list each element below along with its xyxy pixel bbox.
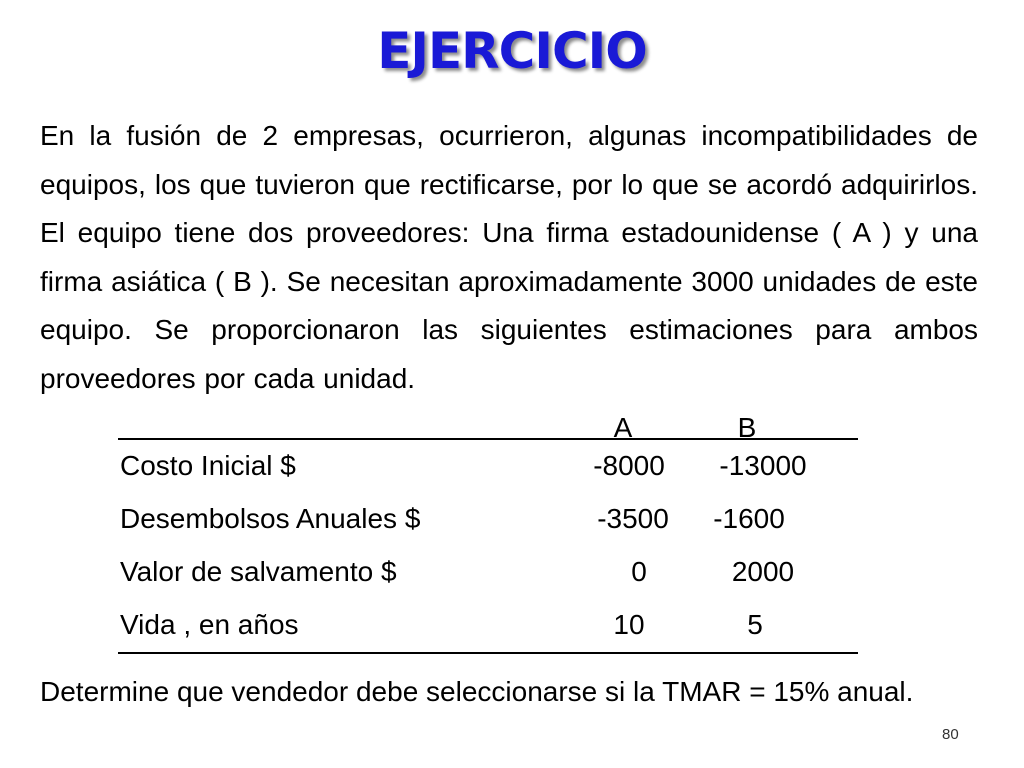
cell-value-a: -3500 [597,503,669,534]
cell-value-a: 10 [613,609,645,640]
problem-statement: En la fusión de 2 empresas, ocurrieron, algunas incompatibilidades de equipos, los que tuvieron que rectificarse, por lo que se acordó adquirirlos. El equipo tiene dos proveedores: Una firma estadounidense ( A ) y una firma asiática ( B ). Se necesitan aproximadamente 3000 unidades de este equipo. Se proporcionaron las siguientes estimaciones para ambos proveedores por cada unidad. [40,120,978,394]
cell-value-a: 0 [631,556,647,587]
cell-value-b: 2000 [731,556,795,587]
cell-value-b: -1600 [713,503,785,534]
row-label: Costo Inicial $ [120,450,296,481]
row-label: Desembolsos Anuales $ [120,503,421,534]
question-text: Determine que vendedor debe seleccionarse si la TMAR = 15% anual. [40,676,914,707]
estimates-table [118,402,858,654]
column-header-a: A [613,412,633,443]
page-number: 80 [942,726,959,743]
row-label: Vida , en años [120,609,299,640]
table-row [118,546,858,599]
slide-title: EJERCICIO [377,22,647,80]
table-row [118,440,858,493]
cell-value-a: -8000 [593,450,665,481]
column-header-b: B [737,412,757,443]
cell-value-b: -13000 [719,450,807,481]
table-row [118,599,858,654]
cell-value-b: 5 [747,609,763,640]
table-row [118,493,858,546]
row-label: Valor de salvamento $ [120,556,397,587]
table-header-row [118,402,858,443]
